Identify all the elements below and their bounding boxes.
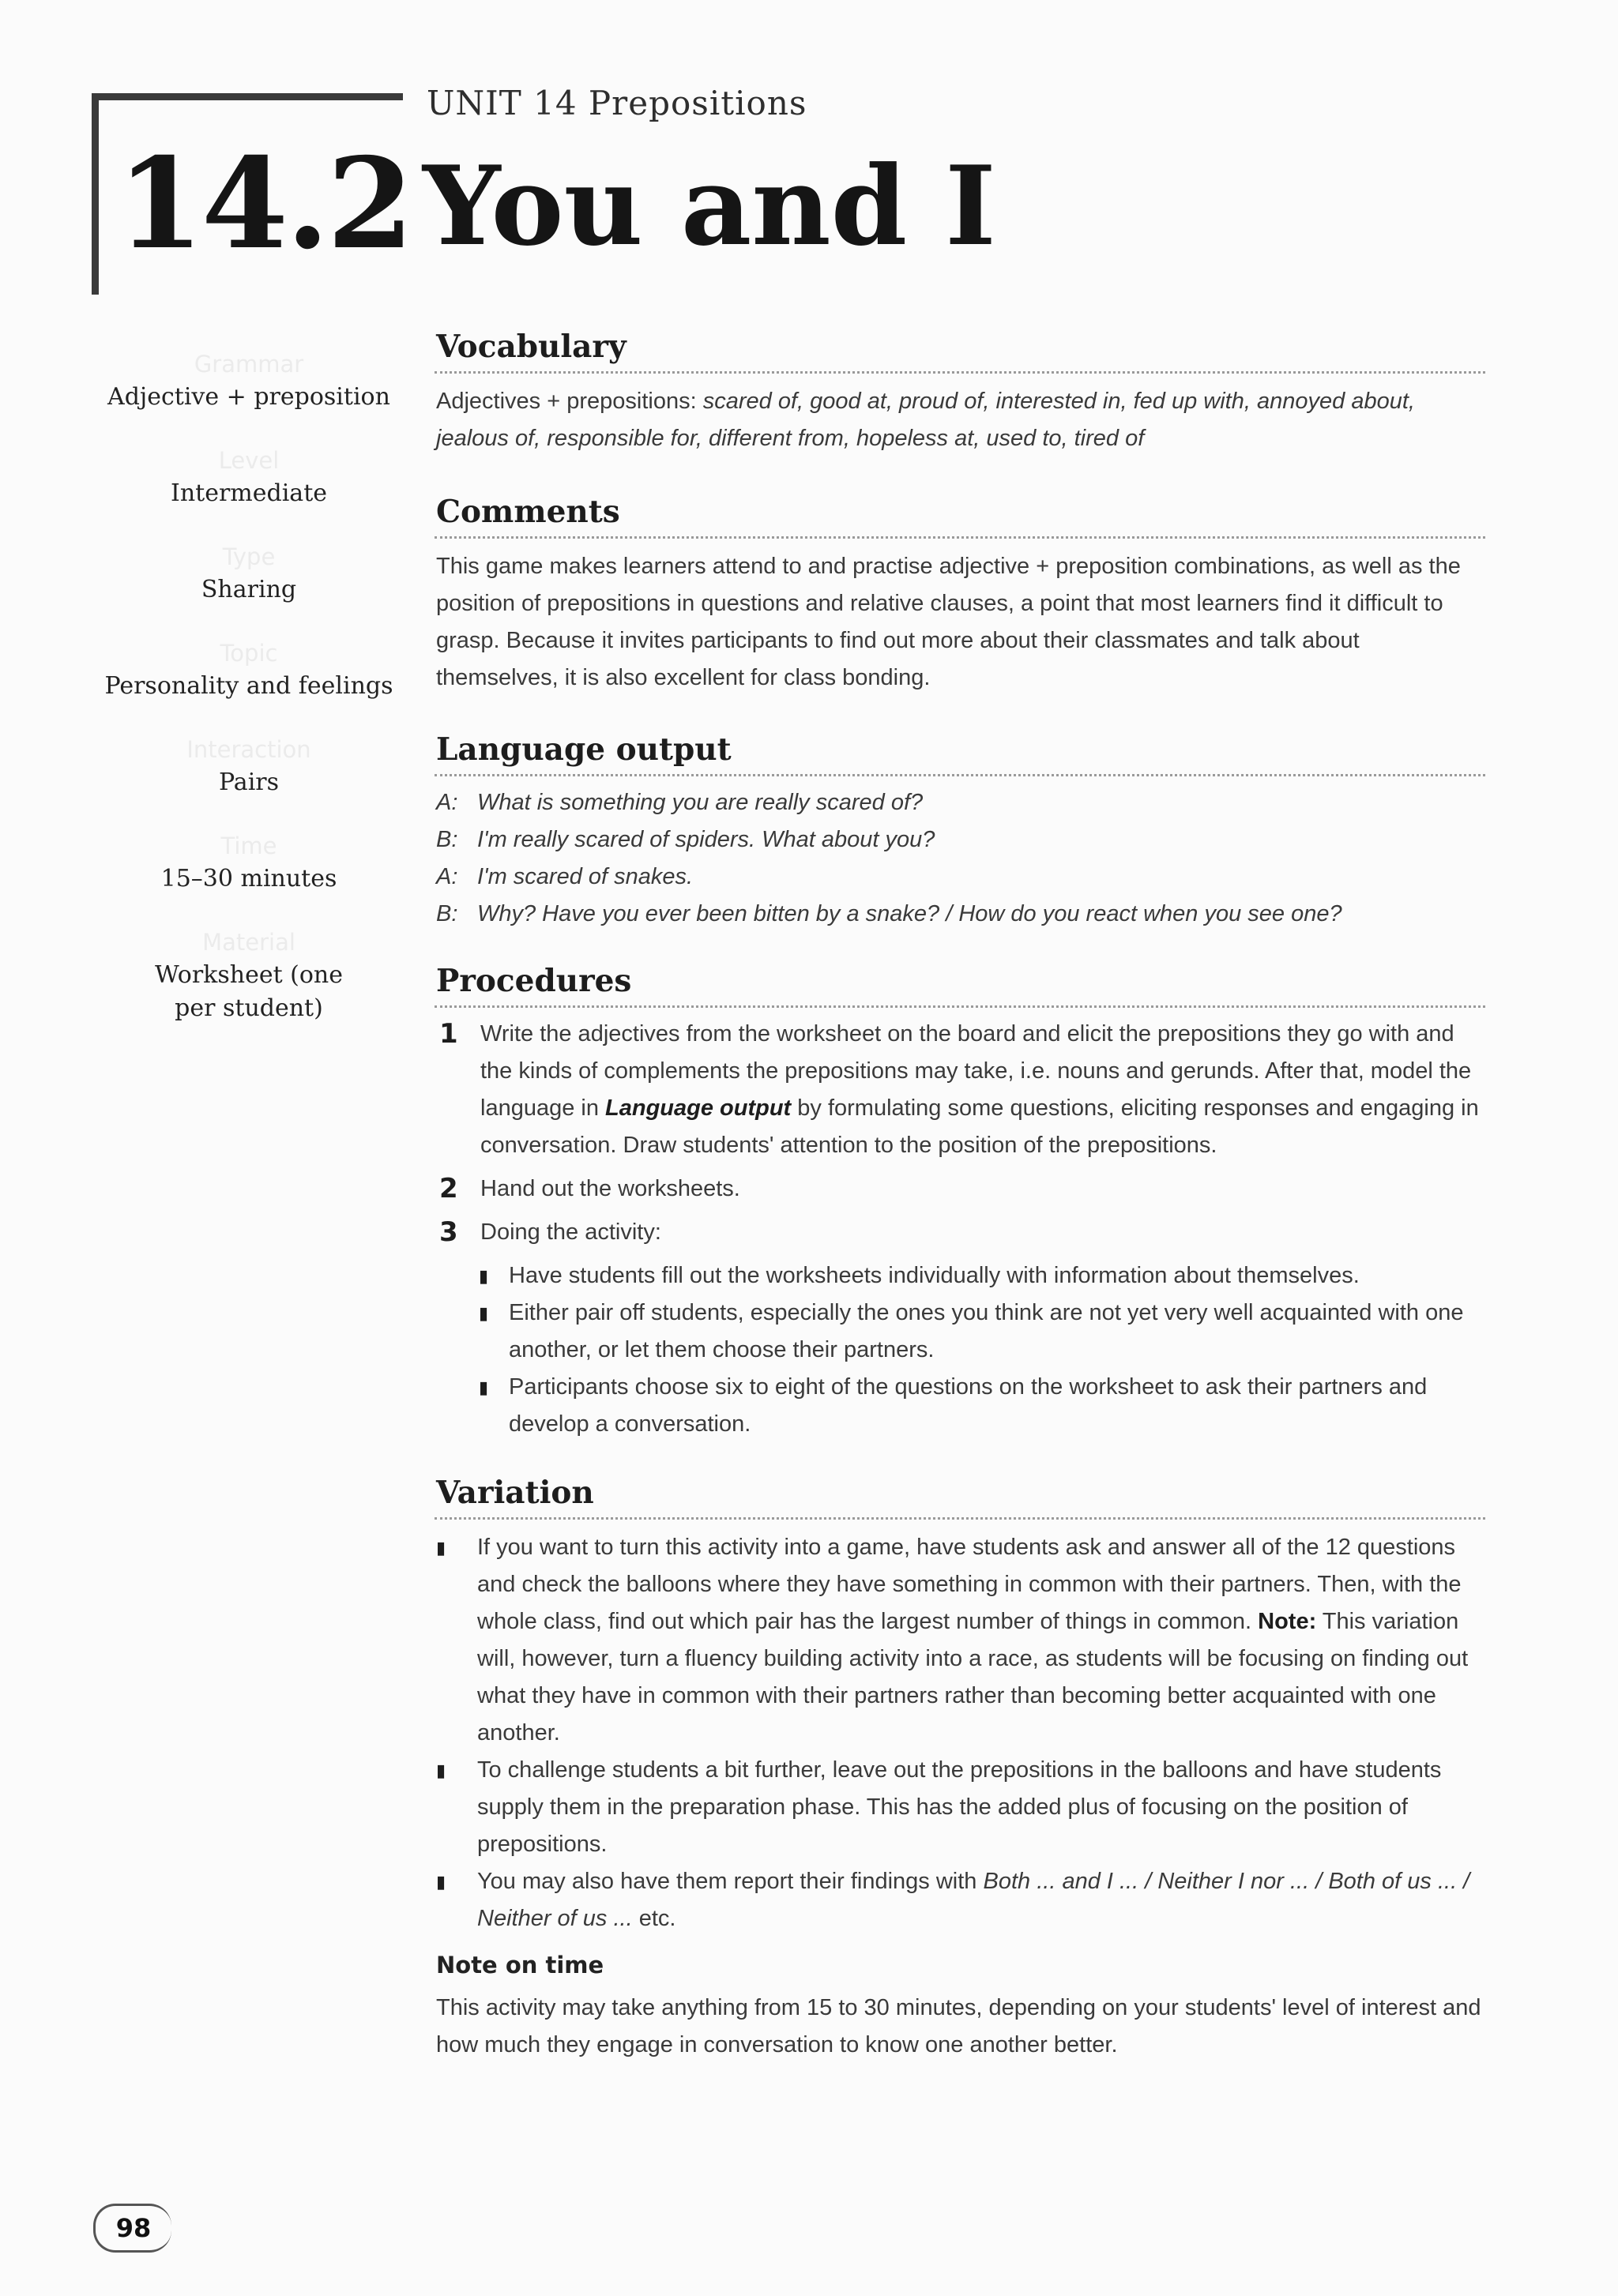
- comments-text: This game makes learners attend to and practise adjective + preposition combinations, as well as the position of prepositions in questions and relative clauses, a point that most learners find it difficult to grasp. Because it invites participants to find out more about their classmates and talk about themselves, it is also excellent for class bonding.: [436, 554, 1461, 690]
- bullet-text: Have students fill out the worksheets individually with information about themselves.: [509, 1263, 1360, 1288]
- dialogue-line: [436, 859, 1485, 896]
- sidebar-level: [103, 444, 395, 510]
- variation-text-part: etc.: [632, 1906, 676, 1931]
- procedure-step: [435, 1214, 1485, 1251]
- note-label: Note:: [1258, 1609, 1317, 1634]
- variation-list: [435, 1529, 1485, 1937]
- procedures-list: [435, 1016, 1485, 1443]
- vocabulary-lead: Adjectives + prepositions:: [436, 389, 703, 414]
- variation-text: [477, 1529, 1485, 1752]
- step-text-part: Write the adjectives from the worksheet on the board and elicit the prepositions they go with and the kinds of complements the prepositions may take, i.e. nouns and gerunds. After that, model the language in: [480, 1021, 1472, 1121]
- sidebar-value: Pairs: [218, 768, 280, 796]
- speaker-label: B:: [436, 901, 458, 926]
- variation-text-part: You may also have them report their findings with: [477, 1869, 984, 1894]
- sidebar-interaction: [103, 733, 395, 799]
- variation-item: [435, 1529, 1485, 1752]
- bullet-text: Participants choose six to eight of the questions on the worksheet to ask their partners and develop a conversation.: [509, 1374, 1428, 1437]
- step-number: 2: [439, 1173, 458, 1204]
- variation-heading: Variation: [435, 1471, 1485, 1520]
- bullet-icon: ▮: [479, 1377, 489, 1397]
- header-frame-left-rule: [92, 93, 99, 295]
- variation-text-part: This variation will, however, turn a fluency building activity into a race, as students will be focusing on finding out what they have in common with their partners rather than becoming better acquainted with one another.: [477, 1609, 1469, 1745]
- speaker-label: A:: [436, 864, 458, 889]
- step-bullets: [476, 1257, 1485, 1443]
- page-title: You and I: [423, 141, 996, 270]
- bullet-text: Either pair off students, especially the ones you think are not yet very well acquainted with one another, or let them choose their partners.: [509, 1300, 1464, 1362]
- sidebar-value: Sharing: [201, 576, 297, 603]
- step-text: Hand out the worksheets.: [480, 1176, 740, 1201]
- bullet-icon: ▮: [436, 1761, 446, 1780]
- speaker-label: B:: [436, 827, 458, 852]
- sidebar-value: Intermediate: [170, 479, 328, 507]
- main-content: [435, 325, 1485, 2064]
- sidebar-label: Time: [220, 832, 277, 859]
- vocabulary-list: scared of, good at, proud of, interested in, fed up with, annoyed about, jealous of, responsible for, different from, hopeless at, used to, tired of: [436, 389, 1415, 451]
- bullet-icon: ▮: [436, 1538, 446, 1558]
- header-frame-top-rule: [93, 93, 403, 100]
- sidebar-label: Type: [222, 543, 276, 570]
- dialogue-line: [436, 821, 1485, 859]
- note-on-time-text: This activity may take anything from 15 to 30 minutes, depending on your students' level of interest and how much they engage in conversation to know one another better.: [436, 1995, 1481, 2057]
- dialogue-text: What is something you are really scared of?: [477, 790, 924, 815]
- sidebar-value: 15–30 minutes: [160, 865, 337, 892]
- sidebar-label: Topic: [220, 640, 278, 667]
- procedure-step: [435, 1016, 1485, 1164]
- dialogue-line: [436, 896, 1485, 933]
- vocabulary-heading: Vocabulary: [435, 325, 1485, 374]
- sidebar-topic: [103, 637, 395, 703]
- step-number: 1: [439, 1018, 458, 1050]
- comments-heading: Comments: [435, 490, 1485, 539]
- bullet-item: [476, 1369, 1485, 1443]
- bullet-icon: ▮: [436, 1872, 446, 1892]
- variation-item: [435, 1863, 1485, 1937]
- sidebar-label: Level: [218, 447, 280, 474]
- sidebar-value: Adjective + preposition: [107, 383, 390, 411]
- note-on-time-heading: Note on time: [436, 1952, 604, 1978]
- sidebar-label: Material: [202, 929, 295, 956]
- procedure-step: [435, 1171, 1485, 1208]
- sidebar-label: Grammar: [194, 351, 304, 378]
- speaker-label: A:: [436, 790, 458, 815]
- step-text-part: by formulating some questions, eliciting responses and engaging in conversation. Draw students' attention to the position of the prepositions.: [480, 1095, 1479, 1158]
- page-number: 98: [93, 2204, 171, 2253]
- variation-text-part: If you want to turn this activity into a game, have students ask and answer all of the 12 questions and check the balloons where they have something in common with their partners. Then, with the whole class, find out which pair has the largest number of things in common.: [477, 1535, 1462, 1634]
- procedures-heading: Procedures: [435, 960, 1485, 1008]
- step-number: 3: [439, 1216, 458, 1248]
- sidebar-label: Interaction: [186, 736, 311, 763]
- dialogue-text: I'm really scared of spiders. What about you?: [477, 827, 935, 852]
- sidebar-material: [103, 926, 395, 1025]
- step-text: [480, 1016, 1485, 1164]
- dialogue: [436, 784, 1485, 933]
- sidebar-type: [103, 540, 395, 607]
- dialogue-line: [436, 784, 1485, 821]
- bullet-item: [476, 1257, 1485, 1295]
- language-output-reference: Language output: [605, 1095, 792, 1121]
- sidebar-grammar: [103, 348, 395, 414]
- variation-example-phrases: Both ... and I ... / Neither I nor ... / Both of us ... / Neither of us ...: [477, 1869, 1470, 1931]
- variation-item: [435, 1752, 1485, 1863]
- step-text: Doing the activity:: [480, 1219, 661, 1245]
- language-output-heading: Language output: [435, 728, 1485, 776]
- variation-text: To challenge students a bit further, leave out the prepositions in the balloons and have students supply them in the preparation phase. This has the added plus of focusing on the position of prepositions.: [477, 1757, 1442, 1857]
- dialogue-text: I'm scared of snakes.: [477, 864, 694, 889]
- variation-text: [477, 1863, 1485, 1937]
- dialogue-text: Why? Have you ever been bitten by a snake? / How do you react when you see one?: [477, 901, 1342, 926]
- bullet-item: [476, 1295, 1485, 1369]
- vocabulary-text: [436, 383, 1485, 457]
- sidebar-value: Worksheet (one per student): [154, 961, 344, 1022]
- sidebar-value: Personality and feelings: [104, 672, 393, 700]
- sidebar-time: [103, 829, 395, 896]
- bullet-icon: ▮: [479, 1266, 489, 1286]
- unit-number: 14.2: [117, 131, 412, 277]
- activity-info-sidebar: [103, 348, 395, 1055]
- bullet-icon: ▮: [479, 1303, 489, 1323]
- unit-label: UNIT 14 Prepositions: [427, 84, 807, 122]
